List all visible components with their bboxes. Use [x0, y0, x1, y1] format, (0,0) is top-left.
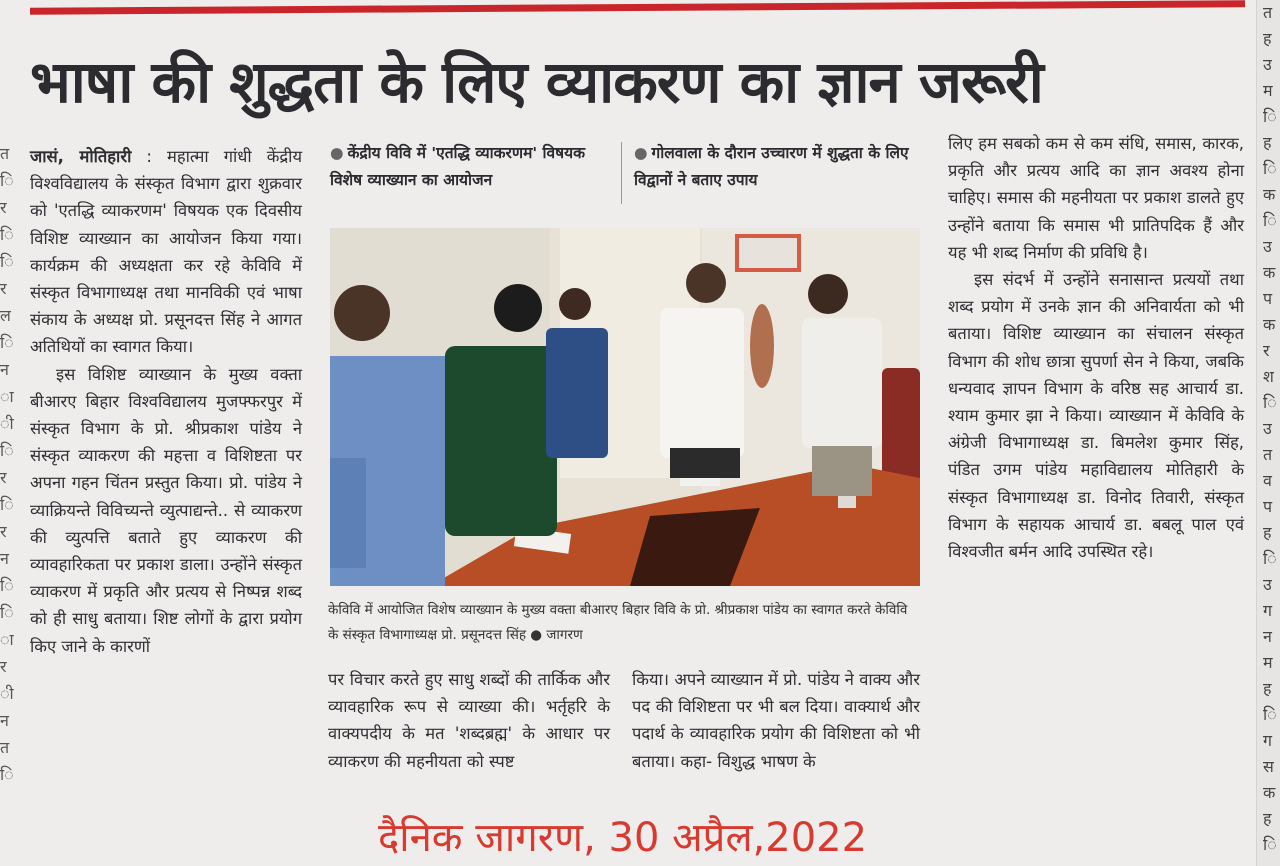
subhead-2 [634, 140, 924, 194]
subhead-divider [621, 142, 622, 204]
subhead-2-text: गोलवाला के दौरान उच्चारण में शुद्धता के लिए विद्वानों ने बताए उपाय [634, 144, 909, 189]
news-photo [330, 228, 920, 586]
lead-text: : महात्मा गांधी केंद्रीय विश्वविद्यालय के संस्कृत विभाग द्वारा शुक्रवार को 'एतद्धि व्याकरणम' विषयक एक दिवसीय विशिष्ट व्याख्यान का आयोजन किया गया। कार्यक्रम की अध्यक्षता कर रहे केविवि में संस्कृत विभागाध्यक्ष तथा मानविकी एवं भाषा संकाय के अध्यक्ष प्रो. प्रसूनदत्त सिंह ने आगत अतिथियों का स्वागत किया। [30, 147, 303, 357]
article-column-3 [948, 130, 1244, 565]
bullet-icon: ● [330, 144, 344, 162]
paragraph-2: इस विशिष्ट व्याख्यान के मुख्य वक्ता बीआरए बिहार विश्वविद्यालय मुजफ्फरपुर में संस्कृत विभाग के प्रो. श्रीप्रकाश पांडेय ने संस्कृत व्याकरण की महत्ता व विशिष्टता पर अपना गहन चिंतन प्रस्तुत किया। प्रो. पांडेय ने व्याक्रियन्ते विविच्यन्ते व्युत्पाद्यन्ते.. से व्याकरण की व्युत्पत्ति बताते हुए व्याकरण की व्यावहारिकता पर प्रकाश डाला। उन्होंने संस्कृत व्याकरण में प्रकृति और प्रत्यय से निष्पन्न शब्द को ही साधु बताया। शिष्ट लोगों के द्वारा प्रयोग किए जाने के कारणों [30, 364, 302, 656]
article-column-2b [632, 666, 920, 775]
adjacent-column-fragment-left: त ि र ि ि र ल ि न ा ी ि र ि र न ि ि ा र ी न त ि [0, 144, 14, 784]
paragraph-4: किया। अपने व्याख्यान में प्रो. पांडेय ने वाक्य और पद की विशिष्टता पर भी बल दिया। वाक्यार्थ और पदार्थ के व्यावहारिक प्रयोग की विशिष्टता को भी बताया। कहा- विशुद्ध भाषण के [632, 670, 920, 771]
article-headline: भाषा की शुद्धता के लिए व्याकरण का ज्ञान जरूरी [30, 48, 1043, 116]
lead-paragraph [30, 143, 302, 361]
subhead-1-text: केंद्रीय विवि में 'एतद्धि व्याकरणम' विषयक विशेष व्याख्यान का आयोजन [330, 144, 585, 189]
news-photo-illustration [330, 228, 920, 586]
article-column-1 [30, 143, 302, 660]
bullet-icon: ● [634, 144, 648, 162]
dateline: जासं, मोतिहारी [30, 147, 132, 166]
paragraph-5: लिए हम सबको कम से कम संधि, समास, कारक, प्रकृति और प्रत्यय आदि का ज्ञान अवश्य होना चाहिए। समास की महनीयता पर प्रकाश डालते हुए उन्होंने बताया कि समास भी प्रातिपदिक हैं और यह भी शब्द निर्माण की प्रविधि है। [948, 134, 1244, 262]
adjacent-page-fragment-right: त ह उ म ि ह ि क ि उ क प क र श ि उ त व प ह ि उ ग न म ह ि ग स क ह ि [1256, 0, 1280, 866]
subhead-1 [330, 140, 610, 194]
source-date-stamp: दैनिक जागरण, 30 अप्रैल,2022 [378, 815, 868, 861]
paragraph-6: इस संदर्भ में उन्होंने सनासान्त प्रत्ययों तथा शब्द प्रयोग में उनके ज्ञान की अनिवार्यता को भी बताया। विशिष्ट व्याख्यान का संचालन संस्कृत विभाग की शोध छात्रा सुपर्णा सेन ने किया, जबकि धन्यवाद ज्ञापन विभाग के वरिष्ठ सह आचार्य डा. श्याम कुमार झा ने किया। व्याख्यान में केविवि के अंग्रेजी विभागाध्यक्ष डा. बिमलेश कुमार सिंह, पंडित उगम पांडेय महाविद्यालय मोतिहारी के संस्कृत विभागाध्यक्ष डा. विनोद तिवारी, संस्कृत विभाग के सहायक आचार्य डा. बबलू पाल एवं विश्वजीत बर्मन आदि उपस्थित रहे। [948, 270, 1244, 562]
top-red-rule [30, 0, 1245, 14]
article-column-2a [328, 666, 610, 775]
photo-caption: केविवि में आयोजित विशेष व्याख्यान के मुख्य वक्ता बीआरए बिहार विवि के प्रो. श्रीप्रकाश पांडेय का स्वागत करते केविवि के संस्कृत विभागाध्यक्ष प्रो. प्रसूनदत्त सिंह ● जागरण [328, 602, 908, 643]
paragraph-3: पर विचार करते हुए साधु शब्दों की तार्किक और व्यावहारिक रूप से व्याख्या की। भर्तृहरि के वाक्यपदीय के मत 'शब्दब्रह्म' के आधार पर व्याकरण की महनीयता को स्पष्ट [328, 670, 610, 771]
